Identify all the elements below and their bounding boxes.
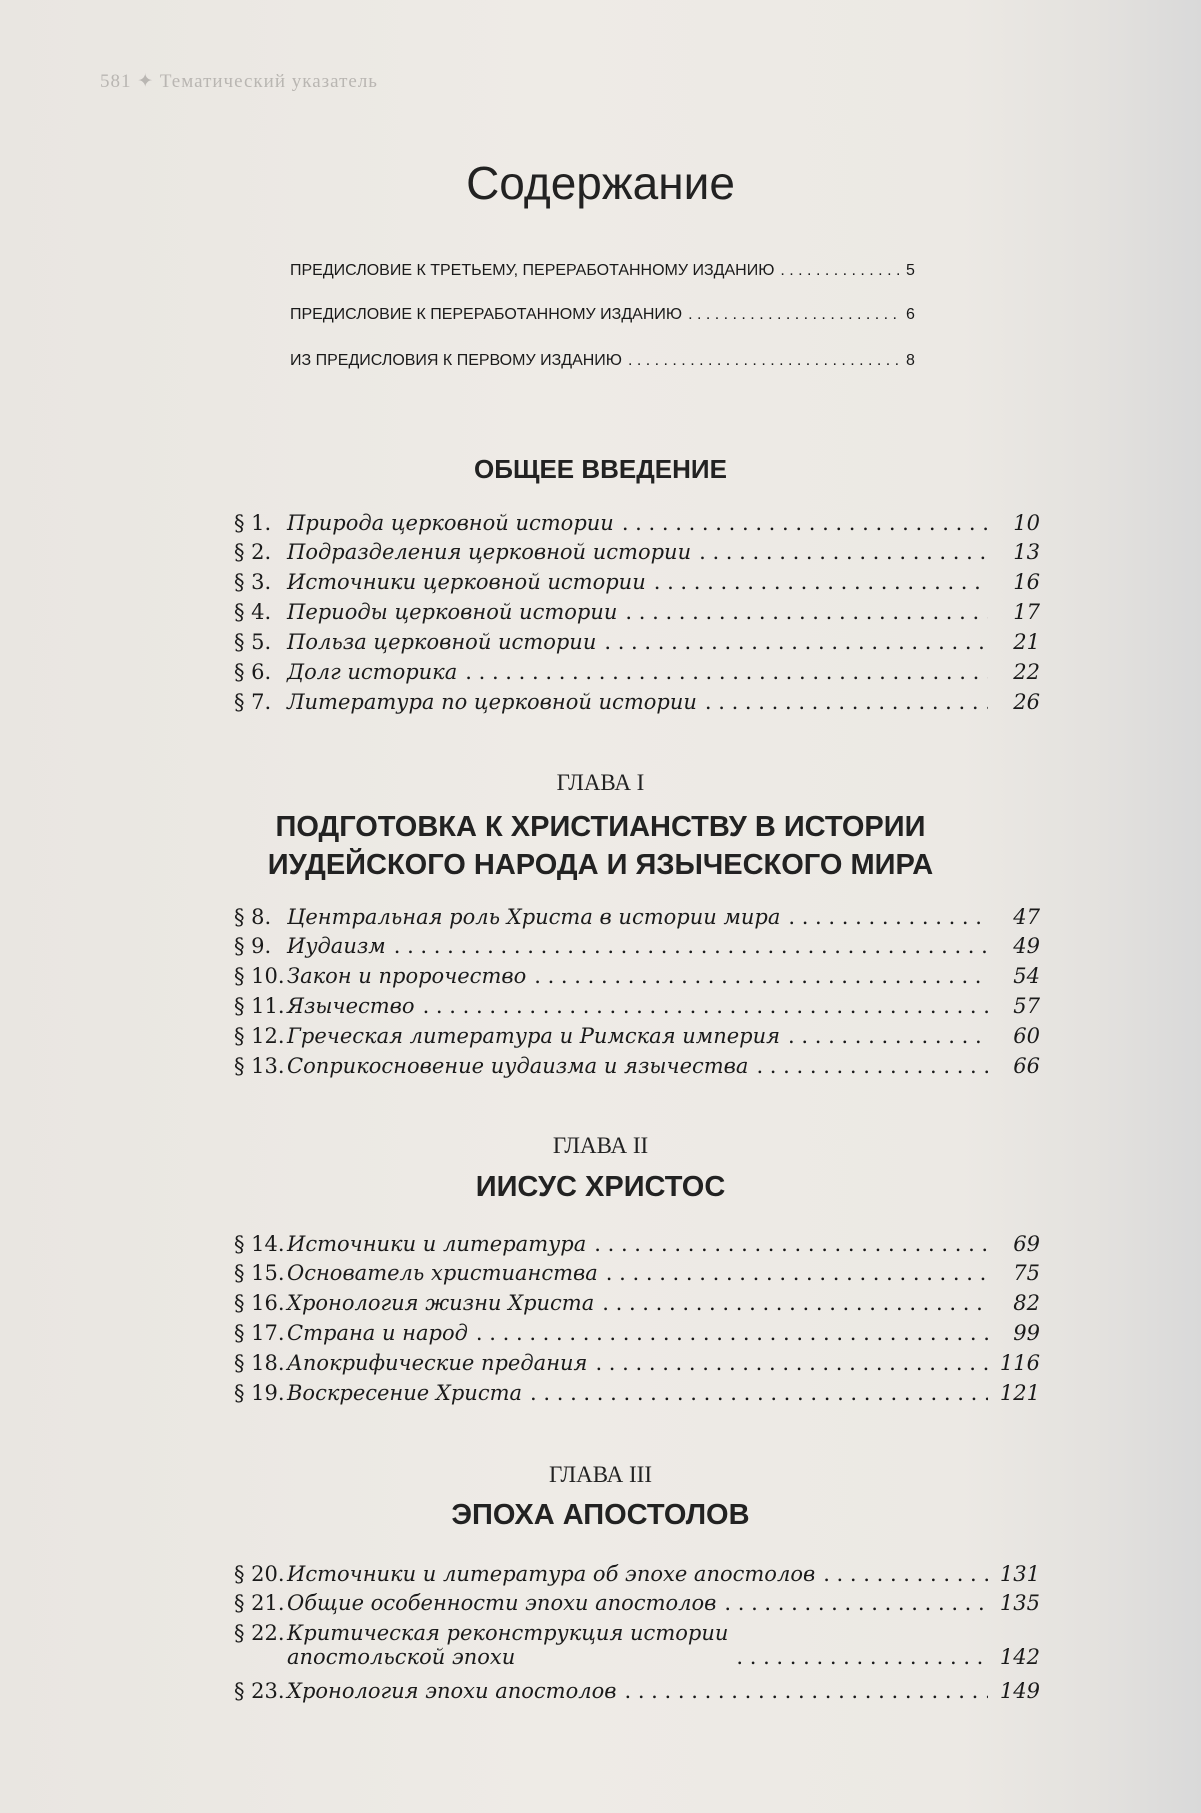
page-number: 121	[999, 1381, 1040, 1405]
entry-title: Хронология жизни Христа	[287, 1291, 595, 1315]
leader-dots	[628, 352, 900, 370]
toc-entry[interactable]	[234, 1321, 1040, 1345]
entry-title: Основатель христианства	[287, 1261, 598, 1285]
page-number: 66	[1013, 1054, 1040, 1078]
chapter-1-label: ГЛАВА I	[556, 770, 645, 795]
leader-dots	[688, 306, 900, 324]
entry-title: Источники и литература об эпохе апостолов	[287, 1562, 816, 1586]
entry-title: Хронология эпохи апостолов	[287, 1679, 617, 1703]
entry-number: § 1.	[234, 511, 272, 535]
preface-entry[interactable]	[290, 262, 930, 286]
leader-dots	[724, 1591, 988, 1615]
page-number: 22	[1013, 660, 1040, 684]
leader-dots	[465, 660, 988, 684]
toc-entry[interactable]	[234, 1054, 1040, 1078]
entry-number: § 14.	[234, 1232, 285, 1256]
entry-title: Греческая литература и Римская империя	[287, 1024, 781, 1048]
page-number: 82	[1013, 1291, 1040, 1315]
toc-entry[interactable]	[234, 1621, 1040, 1669]
entry-number: § 15.	[234, 1261, 285, 1285]
page-number: 16	[1013, 570, 1040, 594]
entry-number: § 23.	[234, 1679, 285, 1703]
page-number: 142	[999, 1645, 1040, 1669]
leader-dots	[823, 1562, 988, 1586]
entry-number: § 8.	[234, 905, 272, 929]
leader-dots	[756, 1054, 988, 1078]
page-number: 99	[1013, 1321, 1040, 1345]
page-number: 47	[1013, 905, 1040, 929]
page-number: 21	[1013, 630, 1040, 654]
leader-dots	[625, 600, 988, 624]
leader-dots	[780, 262, 900, 280]
leader-dots	[788, 1024, 988, 1048]
entry-title: Природа церковной истории	[287, 511, 614, 535]
chapter-3-title: ЭПОХА АПОСТОЛОВ	[451, 1499, 750, 1531]
page-title: Содержание	[466, 157, 735, 209]
toc-entry[interactable]	[234, 660, 1040, 684]
bleed-through-header: 581 ✦ Тематический указатель	[100, 71, 378, 92]
leader-dots	[736, 1645, 988, 1669]
entry-number: § 7.	[234, 690, 272, 714]
page-number: 149	[999, 1679, 1040, 1703]
section-heading-intro: ОБЩЕЕ ВВЕДЕНИЕ	[474, 454, 727, 484]
entry-number: § 9.	[234, 934, 272, 958]
toc-entry[interactable]	[234, 1232, 1040, 1256]
entry-number: § 19.	[234, 1381, 285, 1405]
page-number: 54	[1013, 964, 1040, 988]
entry-title: Иудаизм	[287, 934, 386, 958]
toc-entry[interactable]	[234, 934, 1040, 958]
entry-title: Закон и пророчество	[287, 964, 527, 988]
entry-number: § 11.	[234, 994, 285, 1018]
chapter-2-label: ГЛАВА II	[552, 1133, 649, 1158]
entry-number: § 3.	[234, 570, 272, 594]
page-number: 26	[1013, 690, 1040, 714]
page-number: 17	[1013, 600, 1040, 624]
toc-entry[interactable]	[234, 905, 1040, 929]
toc-entry[interactable]	[234, 1351, 1040, 1375]
leader-dots	[699, 540, 988, 564]
leader-dots	[622, 511, 988, 535]
entry-title: Периоды церковной истории	[287, 600, 618, 624]
entry-title: Подразделения церковной истории	[287, 540, 692, 564]
entry-title: Источники и литература	[287, 1232, 587, 1256]
leader-dots	[705, 690, 988, 714]
leader-dots	[602, 1291, 988, 1315]
page-number: 49	[1013, 934, 1040, 958]
entry-number: § 13.	[234, 1054, 285, 1078]
page-number: 5	[906, 262, 915, 279]
chapter-1-title-line-2: ИУДЕЙСКОГО НАРОДА И ЯЗЫЧЕСКОГО МИРА	[267, 849, 934, 881]
page-number: 75	[1013, 1261, 1040, 1285]
entry-title: Страна и народ	[287, 1321, 468, 1345]
toc-entry[interactable]	[234, 690, 1040, 714]
toc-entry[interactable]	[234, 1291, 1040, 1315]
preface-entry[interactable]	[290, 352, 930, 376]
entry-number: § 6.	[234, 660, 272, 684]
toc-entry[interactable]	[234, 630, 1040, 654]
page-number: 116	[999, 1351, 1040, 1375]
entry-number: § 20.	[234, 1562, 285, 1586]
entry-title: Литература по церковной истории	[287, 690, 697, 714]
toc-entry[interactable]	[234, 1024, 1040, 1048]
chapter-1-title-line-1: ПОДГОТОВКА К ХРИСТИАНСТВУ В ИСТОРИИ	[275, 811, 926, 843]
entry-number: § 5.	[234, 630, 272, 654]
page-number: 131	[999, 1562, 1040, 1586]
entry-number: § 21.	[234, 1591, 285, 1615]
leader-dots	[423, 994, 988, 1018]
toc-entry[interactable]	[234, 1562, 1040, 1586]
preface-title: ПРЕДИСЛОВИЕ К ТРЕТЬЕМУ, ПЕРЕРАБОТАННОМУ ИЗДАНИЮ	[290, 262, 775, 279]
page-number: 10	[1013, 511, 1040, 535]
preface-entry[interactable]	[290, 306, 930, 330]
entry-number: § 18.	[234, 1351, 285, 1375]
toc-entry[interactable]	[234, 1261, 1040, 1285]
leader-dots	[604, 630, 988, 654]
toc-entry[interactable]	[234, 1679, 1040, 1703]
toc-entry[interactable]	[234, 1381, 1040, 1405]
leader-dots	[394, 934, 988, 958]
entry-title: Апокрифические предания	[287, 1351, 588, 1375]
entry-number: § 22.	[234, 1621, 285, 1645]
preface-title: ИЗ ПРЕДИСЛОВИЯ К ПЕРВОМУ ИЗДАНИЮ	[290, 352, 622, 369]
entry-title: Язычество	[287, 994, 415, 1018]
leader-dots	[624, 1679, 988, 1703]
toc-entry[interactable]	[234, 1591, 1040, 1615]
entry-title: Критическая реконструкция истории	[287, 1621, 729, 1645]
leader-dots	[594, 1232, 988, 1256]
leader-dots	[595, 1351, 988, 1375]
entry-title: Центральная роль Христа в истории мира	[287, 905, 781, 929]
leader-dots	[606, 1261, 988, 1285]
entry-title: Общие особенности эпохи апостолов	[287, 1591, 717, 1615]
entry-title: Польза церковной истории	[287, 630, 597, 654]
entry-number: § 12.	[234, 1024, 285, 1048]
chapter-3-label: ГЛАВА III	[548, 1462, 652, 1487]
chapter-2-title: ИИСУС ХРИСТОС	[475, 1171, 726, 1203]
entry-title: Долг историка	[287, 660, 458, 684]
toc-entry[interactable]	[234, 994, 1040, 1018]
leader-dots	[654, 570, 988, 594]
toc-entry[interactable]	[234, 511, 1040, 535]
toc-entry[interactable]	[234, 570, 1040, 594]
page-number: 8	[906, 352, 915, 369]
page-number: 6	[906, 306, 915, 323]
entry-title-continued: апостольской эпохи	[287, 1645, 516, 1669]
page-number: 57	[1013, 994, 1040, 1018]
leader-dots	[530, 1381, 988, 1405]
leader-dots	[534, 964, 988, 988]
entry-number: § 17.	[234, 1321, 285, 1345]
leader-dots	[788, 905, 988, 929]
page-number: 135	[999, 1591, 1040, 1615]
page-number: 69	[1013, 1232, 1040, 1256]
toc-entry[interactable]	[234, 540, 1040, 564]
leader-dots	[476, 1321, 988, 1345]
entry-number: § 10.	[234, 964, 285, 988]
entry-number: § 4.	[234, 600, 272, 624]
entry-title: Воскресение Христа	[287, 1381, 523, 1405]
toc-entry[interactable]	[234, 964, 1040, 988]
preface-title: ПРЕДИСЛОВИЕ К ПЕРЕРАБОТАННОМУ ИЗДАНИЮ	[290, 306, 683, 323]
entry-number: § 16.	[234, 1291, 285, 1315]
entry-title: Соприкосновение иудаизма и язычества	[287, 1054, 749, 1078]
entry-title: Источники церковной истории	[287, 570, 646, 594]
page-number: 60	[1013, 1024, 1040, 1048]
toc-entry[interactable]	[234, 600, 1040, 624]
entry-title-wrap	[287, 1621, 728, 1669]
entry-number: § 2.	[234, 540, 272, 564]
page-number: 13	[1013, 540, 1040, 564]
